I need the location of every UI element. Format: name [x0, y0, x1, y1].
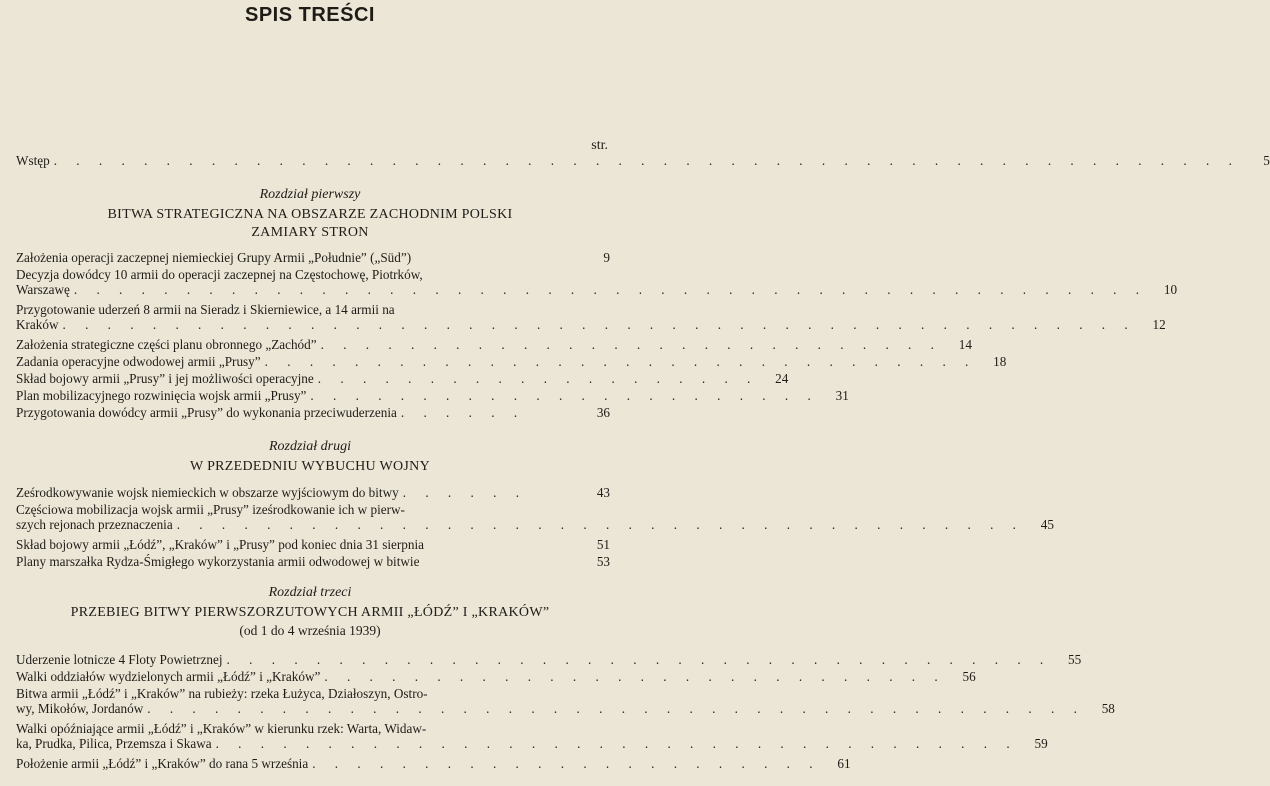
- toc-entry-label: Ześrodkowywanie wojsk niemieckich w obszarze wyjściowym do bitwy: [16, 485, 399, 500]
- toc-page-number: 55: [1068, 652, 1082, 667]
- toc-page-number: 61: [837, 756, 851, 771]
- toc-entry[interactable]: [16, 405, 610, 420]
- leader-dots: . . . . . . . . . . . . . . . . . . . . . . . . . . . . . . . . . . . . . . . . . .: [147, 701, 1085, 716]
- toc-entry-label: Przygotowanie uderzeń 8 armii na Sieradz i Skierniewice, a 14 armii na: [16, 302, 395, 317]
- chapter-heading: Rozdział trzeci: [268, 585, 352, 600]
- toc-entry-label: ka, Prudka, Pilica, Przemsza i Skawa: [16, 736, 212, 751]
- toc-page-number: 18: [993, 354, 1007, 369]
- toc-page-number: 14: [958, 337, 972, 352]
- toc-entry[interactable]: [16, 686, 1115, 716]
- toc-entry[interactable]: [16, 721, 1048, 751]
- toc-entry[interactable]: [16, 669, 976, 684]
- chapter-heading: Rozdział drugi: [268, 439, 352, 454]
- toc-entry-label: Warszawę: [16, 282, 70, 297]
- chapter-title: ZAMIARY STRON: [251, 225, 369, 240]
- toc-entry-label: Skład bojowy armii „Łódź”, „Kraków” i „Prusy” pod koniec dnia 31 sierpnia: [16, 537, 424, 552]
- leader-dots: . . . . . . . . . . . . . . . . . . . . . . . . . . . . . . . . . . . . . . . . . . . . . . . .: [73, 282, 1148, 297]
- toc-entry[interactable]: [16, 652, 1082, 667]
- toc-entry-label: Walki opóźniające armii „Łódź” i „Kraków” w kierunku rzek: Warta, Widaw-: [16, 721, 427, 736]
- toc-page-number: 12: [1152, 317, 1166, 332]
- chapter-title: W PRZEDEDNIU WYBUCHU WOJNY: [190, 459, 430, 474]
- toc-page-number: 5: [1263, 153, 1270, 168]
- toc-page-number: 45: [1040, 517, 1054, 532]
- leader-dots: . . . . . . . . . . . . . . . . . . . . . . . . . . . .: [320, 337, 942, 352]
- toc-entry-label: Decyzja dowódcy 10 armii do operacji zaczepnej na Częstochowę, Piotrków,: [16, 267, 423, 282]
- chapter-title: BITWA STRATEGICZNA NA OBSZARZE ZACHODNIM POLSKI: [107, 207, 513, 222]
- toc-page-number: 43: [596, 485, 610, 500]
- toc-entry-intro[interactable]: [16, 153, 1270, 168]
- toc-entry[interactable]: [16, 250, 610, 265]
- leader-dots: . . . . . . . . . . . . . . . . . . . . . . .: [312, 756, 821, 771]
- toc-entry-label: Założenia strategiczne części planu obronnego „Zachód”: [16, 337, 317, 352]
- toc-page-number: 36: [596, 405, 610, 420]
- page-title: SPIS TREŚCI: [245, 4, 375, 26]
- toc-entry[interactable]: [16, 354, 1007, 369]
- leader-dots: . . . . . . . . . . . . . . . . . . . . . . . . . . . . . . . .: [264, 354, 977, 369]
- leader-dots: . . . . . . . . . . . . . . . . . . . .: [317, 371, 759, 386]
- toc-page-number: 51: [596, 537, 610, 552]
- toc-entry-label: Przygotowania dowódcy armii „Prusy” do wykonania przeciwuderzenia: [16, 405, 397, 420]
- toc-entry-label: Plan mobilizacyjnego rozwinięcia wojsk armii „Prusy”: [16, 388, 307, 403]
- toc-page-number: 53: [596, 554, 610, 569]
- toc-entry-label: Częściowa mobilizacja wojsk armii „Prusy” iześrodkowanie ich w pierw-: [16, 502, 405, 517]
- leader-dots: . . . . . . . . . . . . . . . . . . . . . . . . . . . . . . . . . . . . . .: [176, 517, 1024, 532]
- toc-page-number: 31: [835, 388, 849, 403]
- leader-dots: . . . . . . . . . . . . . . . . . . . . . . . . . . . . . . . . . . . .: [215, 736, 1018, 751]
- toc-entry-label: Położenie armii „Łódź” i „Kraków” do rana 5 września: [16, 756, 309, 771]
- toc-page-number: 10: [1163, 282, 1178, 297]
- toc-entry-label: Zadania operacyjne odwodowej armii „Prusy”: [16, 354, 261, 369]
- leader-dots: . . . . . . . . . . . . . . . . . . . . . . . . . . . .: [324, 669, 946, 684]
- toc-entry[interactable]: [16, 756, 851, 771]
- leader-dots: . . . . . . . . . . . . . . . . . . . . . . . . . . . . . . . . . . . . .: [226, 652, 1052, 667]
- leader-dots: . . . . . .: [400, 405, 526, 420]
- toc-page-number: 59: [1034, 736, 1048, 751]
- toc-entry[interactable]: [16, 537, 610, 552]
- toc-entry[interactable]: [16, 554, 610, 569]
- toc-page-number: 9: [603, 250, 610, 265]
- leader-dots: . . . . . . . . . . . . . . . . . . . . . . .: [310, 388, 819, 403]
- toc-entry-label: Skład bojowy armii „Prusy” i jej możliwości operacyjne: [16, 371, 314, 386]
- toc-entry[interactable]: [16, 267, 1178, 297]
- toc-entry-label: Bitwa armii „Łódź” i „Kraków” na rubieży: rzeka Łużyca, Działoszyn, Ostro-: [16, 686, 428, 701]
- toc-entry-label: Uderzenie lotnicze 4 Floty Powietrznej: [16, 652, 223, 667]
- leader-dots: . . . . . . . . . . . . . . . . . . . . . . . . . . . . . . . . . . . . . . . . . . . . . . . . . . . . .: [53, 153, 1240, 168]
- page-column-label: str.: [591, 138, 608, 153]
- toc-entry-label: Kraków: [16, 317, 59, 332]
- toc-entry[interactable]: [16, 302, 1166, 332]
- leader-dots: . . . . . . . . . . . . . . . . . . . . . . . . . . . . . . . . . . . . . . . . . . . . . . . .: [62, 317, 1136, 332]
- toc-entry-label: Wstęp: [16, 153, 50, 168]
- toc-page-number: 24: [775, 371, 789, 386]
- toc-entry-label: Założenia operacji zaczepnej niemieckiej Grupy Armii „Południe” („Süd”): [16, 250, 412, 265]
- chapter-subtitle: (od 1 do 4 września 1939): [239, 623, 381, 638]
- toc-entry-label: Walki oddziałów wydzielonych armii „Łódź” i „Kraków”: [16, 669, 321, 684]
- toc-entry[interactable]: [16, 502, 1054, 532]
- chapter-heading: Rozdział pierwszy: [259, 187, 361, 202]
- toc-page-number: 56: [962, 669, 976, 684]
- toc-entry[interactable]: [16, 485, 610, 500]
- toc-entry[interactable]: [16, 371, 789, 386]
- toc-page-number: 58: [1101, 701, 1115, 716]
- chapter-title: PRZEBIEG BITWY PIERWSZORZUTOWYCH ARMII „ŁÓDŹ” I „KRAKÓW”: [70, 605, 550, 620]
- leader-dots: . . . . . .: [402, 485, 527, 500]
- toc-entry-label: szych rejonach przeznaczenia: [16, 517, 173, 532]
- toc-entry-label: Plany marszałka Rydza-Śmigłego wykorzystania armii odwodowej w bitwie: [16, 554, 420, 569]
- toc-entry[interactable]: [16, 388, 849, 403]
- toc-entry[interactable]: [16, 337, 972, 352]
- toc-entry-label: wy, Mikołów, Jordanów: [16, 701, 144, 716]
